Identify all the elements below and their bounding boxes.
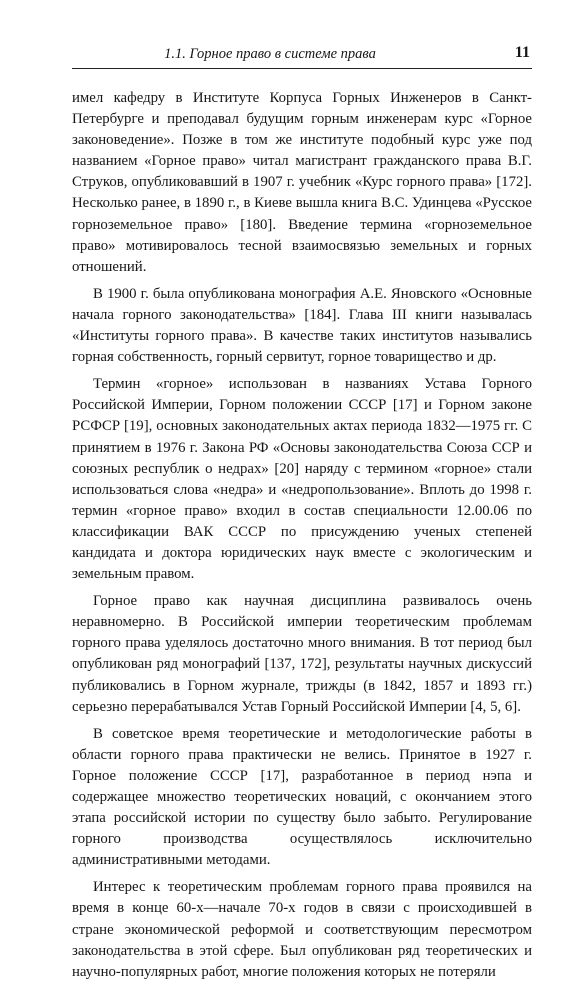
running-head	[72, 44, 532, 66]
page-number: 11	[514, 44, 530, 61]
running-title: 1.1. Горное право в системе права	[164, 46, 376, 62]
text-body	[72, 88, 532, 989]
header-rule	[72, 68, 532, 69]
paragraph-5: В советское время теоретические и методологические работы в области горного права практически не велись. Принятое в 1927 г. Горное положение СССР [17], разработанное в период нэпа и содержащее множество теоретических новаций, с окончанием этого этапа российской истории по существу было забыто. Регулирование горного производства осуществлялось исключительно административными методами.	[72, 725, 532, 869]
paragraph-3: Термин «горное» использован в названиях Устава Горного Российской Империи, Горном положении СССР [17] и Горном законе РСФСР [19], основных законодательных актах периода 1832—1975 гг. С принятием в 1976 г. Закона РФ «Основы законодательства Союза ССР и союзных республик о недрах» [20] наряду с термином «горное» стали использоваться слова «недра» и «недропользование». Вплоть до 1998 г. термин «горное право» входил в состав специальности 12.00.06 по классификации ВАК СССР по присуждению ученых степеней кандидата и доктора юридических наук вместе с экологическим и земельным правом.	[72, 376, 532, 583]
paragraph-1: имел кафедру в Институте Корпуса Горных Инженеров в Санкт-Петербурге и преподавал будущим горным инженерам курс «Горное законоведение». Позже в том же институте подобный курс уже под названием «Горное право» читал магистрант гражданского права В.Г. Струков, опубликовавший в 1907 г. учебник «Курс горного права» [172]. Несколько ранее, в 1890 г., в Киеве вышла книга В.С. Удинцева «Русское горноземельное право» [180]. Введение термина «горноземельное право» мотивировалось тесной взаимосвязью земельных и горных отношений.	[72, 90, 532, 275]
paragraph-4: Горное право как научная дисциплина развивалось очень неравномерно. В Российской империи теоретическим проблемам горного права уделялось достаточно много внимания. В тот период был опубликован ряд монографий [137, 172], результаты научных дискуссий публиковались в Горном журнале, трижды (в 1842, 1857 и 1893 гг.) серьезно перерабатывался Устав Горный Российской Империи [4, 5, 6].	[72, 593, 532, 715]
paragraph-2: В 1900 г. была опубликована монография А.Е. Яновского «Основные начала горного законодательства» [184]. Глава III книги называлась «Институты горного права». В качестве таких институтов назывались горная собственность, горный сервитут, горное товарищество и др.	[72, 285, 532, 366]
paragraph-6: Интерес к теоретическим проблемам горного права проявился на время в конце 60-х—начале 70-х годов в связи с происходившей в стране экономической реформой и соответствующим пересмотром законодательства в этой сфере. Был опубликован ряд теоретических и научно-популярных работ, многие положения которых не потеряли	[72, 879, 532, 980]
